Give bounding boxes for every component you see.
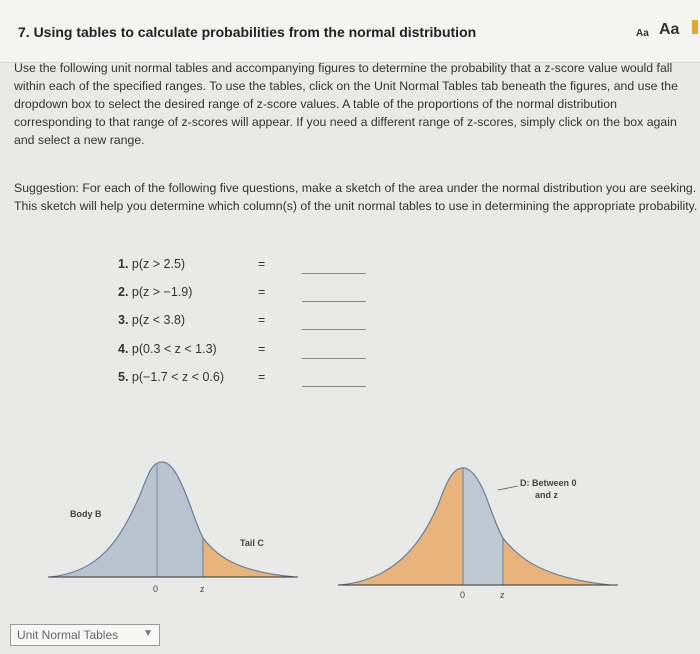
question-expression: p(z < 3.8) <box>131 313 186 327</box>
question-number: 4. <box>118 342 129 356</box>
question-expression: p(0.3 < z < 1.3) <box>131 342 217 356</box>
figure-between <box>330 450 630 600</box>
axis-z-label: z <box>500 590 505 600</box>
question-expression: p(z > −1.9) <box>131 285 193 299</box>
body-label: Body B <box>70 509 102 519</box>
axis-z-label: z <box>200 584 205 594</box>
question-number: 5. <box>118 370 129 384</box>
answer-blank[interactable] <box>302 386 366 387</box>
equals-sign: = <box>258 313 266 327</box>
answer-blank[interactable] <box>302 329 366 330</box>
question-number: 1. <box>118 257 129 271</box>
equals-sign: = <box>258 342 266 356</box>
tail-label: Tail C <box>240 538 264 548</box>
question-5 <box>118 370 378 390</box>
figure-body-tail <box>40 450 310 600</box>
equals-sign: = <box>258 370 266 384</box>
question-number: 2. <box>118 285 129 299</box>
axis-zero-label: 0 <box>153 584 159 594</box>
answer-blank[interactable] <box>302 273 366 274</box>
dropdown-value: Unit Normal Tables <box>17 628 119 642</box>
label-leader <box>498 486 518 490</box>
question-expression: p(z > 2.5) <box>131 257 186 271</box>
decrease-font-button[interactable]: Aa <box>636 28 649 39</box>
between-label-line2: and z <box>535 490 559 500</box>
right-tail-area <box>503 538 610 585</box>
answer-blank[interactable] <box>302 358 366 359</box>
question-number: 3. <box>118 313 129 327</box>
header-bar <box>0 0 700 63</box>
question-expression: p(−1.7 < z < 0.6) <box>131 370 224 384</box>
left-tail-area <box>340 468 463 585</box>
question-3 <box>118 313 378 333</box>
answer-blank[interactable] <box>302 301 366 302</box>
equals-sign: = <box>258 285 266 299</box>
increase-font-button[interactable]: Aa <box>659 21 680 38</box>
question-4 <box>118 342 378 362</box>
question-title: 7. Using tables to calculate probabilities from the normal distribution <box>18 24 477 40</box>
chevron-down-icon: ▼ <box>143 628 153 639</box>
equals-sign: = <box>258 257 266 271</box>
question-1 <box>118 257 378 277</box>
between-label-line1: D: Between 0 <box>520 478 577 488</box>
suggestion-text: Suggestion: For each of the following five questions, make a sketch of the area under the normal distribution you are seeking. This sketch will help you determine which column(s) of the unit normal tables to use in determining the appropriate probability. <box>14 181 698 213</box>
instructions-text: Use the following unit normal tables and accompanying figures to determine the probability that a z-score value would fall within each of the specified ranges. To use the tables, click on the Unit Normal Tables tab beneath the figures, and use the dropdown box to select the desired range of z-score values. A table of the proportions of the normal distribution corresponding to that range of z-scores will appear. If you need a different range of z-scores, simply click on the box again and select a new range. <box>14 61 678 147</box>
axis-zero-label: 0 <box>460 590 466 600</box>
body-area <box>50 462 203 577</box>
question-2 <box>118 285 378 305</box>
bookmark-icon[interactable] <box>692 20 698 34</box>
unit-normal-tables-dropdown[interactable] <box>10 624 160 646</box>
